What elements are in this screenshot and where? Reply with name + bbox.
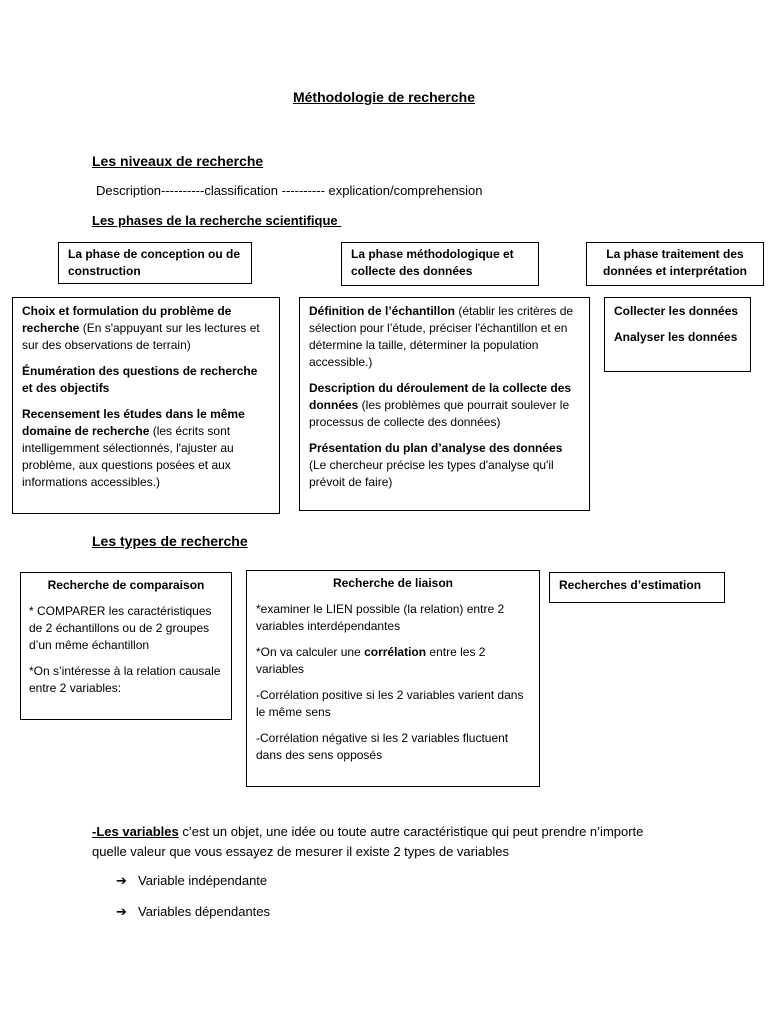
variables-definition: c’est un objet, une idée ou toute autre caractéristique qui peut prendre n’importe quelle valeur que vous essayez de mesurer il existe 2 types de variables [92,824,644,859]
liaison-title: Recherche de liaison [332,576,454,590]
conception-item-3: Recensement les études dans le même domaine de recherche (les écrits sont intelligemment sélectionnés, l'ajuster au problème, aux questions posées et aux informations accessibles.) [22,407,245,490]
methodologique-item-1: Définition de l’échantillon (établir les critères de sélection pour l’étude, préciser l'échantillon et en détermine la taille, déterminer la population accessible.) [309,304,574,370]
phase-traitement-title: La phase traitement des données et interprétation [586,242,764,286]
liaison-text-4: -Corrélation négative si les 2 variables fluctuent dans des sens opposés [256,731,509,763]
arrow-right-icon: ➔ [116,873,127,888]
liaison-text-2: *On va calculer une corrélation entre les 2 variables [256,645,486,677]
comparaison-title: Recherche de comparaison [47,578,205,592]
phase-methodologique-title: La phase méthodologique et collecte des données [341,242,539,286]
methodologique-item-2: Description du déroulement de la collecte des données (les problèmes que pourrait soulever le processus de collecte des données) [309,381,572,430]
traitement-item-1: Collecter les données [614,304,739,318]
variables-paragraph [92,822,652,861]
variable-list-item-2: ➔ Variables dépendantes [116,903,270,921]
recherche-estimation-box [549,572,725,603]
comparaison-text-2: *On s’intéresse à la relation causale entre 2 variables: [29,664,221,696]
phase-conception-title: La phase de conception ou de construction [58,242,252,284]
traitement-item-2: Analyser les données [614,330,738,345]
recherche-liaison-box [246,570,540,787]
liaison-text-1: *examiner le LIEN possible (la relation) entre 2 variables interdépendantes [256,602,505,634]
phase-conception-content [12,297,280,514]
arrow-right-icon: ➔ [116,904,127,919]
variable-list-item-1: ➔ Variable indépendante [116,872,267,890]
document-title: Méthodologie de recherche [292,89,476,105]
niveaux-line: Description----------classification ---------- explication/comprehension [96,183,483,198]
estimation-title: Recherches d’estimation [559,578,702,592]
comparaison-text-1: * COMPARER les caractéristiques de 2 échantillons ou de 2 groupes d’un même échantillon [29,604,212,653]
types-heading: Les types de recherche [92,533,248,549]
recherche-comparaison-box [20,572,232,720]
niveaux-heading: Les niveaux de recherche [92,153,264,169]
variables-term: -Les variables [92,824,179,839]
methodologique-item-3: Présentation du plan d’analyse des données (Le chercheur précise les types d'analyse qu'il prévoit de faire) [309,441,563,490]
phases-heading: Les phases de la recherche scientifique [92,213,342,228]
phase-methodologique-content [299,297,590,511]
conception-item-1: Choix et formulation du problème de recherche (En s'appuyant sur les lectures et sur des observations de terrain) [22,304,260,353]
phase-traitement-content [604,297,751,372]
liaison-text-3: -Corrélation positive si les 2 variables varient dans le même sens [256,688,524,720]
conception-item-2: Énumération des questions de recherche et des objectifs [22,364,258,396]
